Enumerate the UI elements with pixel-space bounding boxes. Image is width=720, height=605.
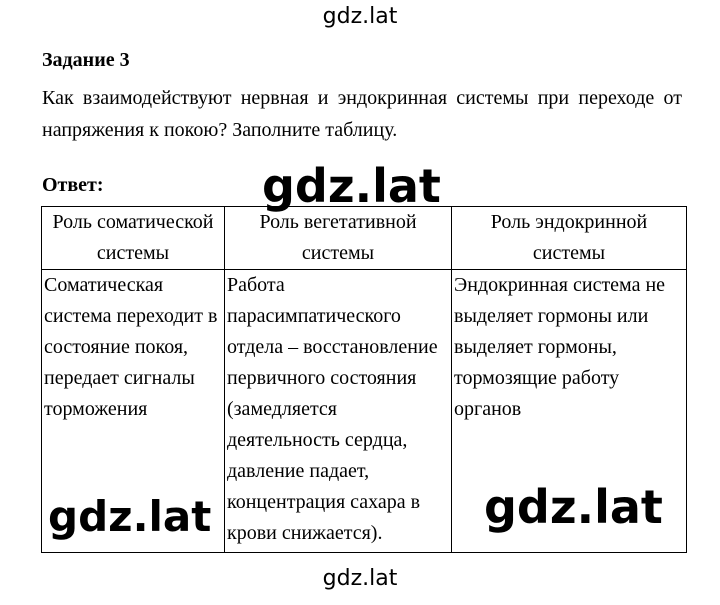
watermark-right: gdz.lat [484, 480, 663, 534]
cell-somatic: Соматическая система переходит в состояние покоя, передает сигналы торможения [42, 270, 225, 553]
task-question: Как взаимодействуют нервная и эндокринная системы при переходе от напряжения к покою? Заполните таблицу. [42, 87, 682, 141]
task-title: Задание 3 [42, 49, 130, 71]
header-somatic: Роль соматической системы [42, 207, 225, 270]
watermark-top: gdz.lat [322, 4, 398, 29]
watermark-middle: gdz.lat [262, 159, 441, 213]
cell-endocrine: Эндокринная система не выделяет гормоны или выделяет гормоны, тормозящие работу органов [452, 270, 687, 553]
watermark-bottom: gdz.lat [322, 566, 398, 591]
header-endocrine: Роль эндокринной системы [452, 207, 687, 270]
table-header-row [42, 207, 687, 270]
header-vegetative: Роль вегетативной системы [225, 207, 452, 270]
watermark-left: gdz.lat [48, 492, 212, 541]
answer-label: Ответ: [42, 174, 104, 196]
cell-vegetative: Работа парасимпатического отдела – восстановление первичного состояния (замедляется деятельность сердца, давление падает, концентрация сахара в крови снижается). [225, 270, 452, 553]
